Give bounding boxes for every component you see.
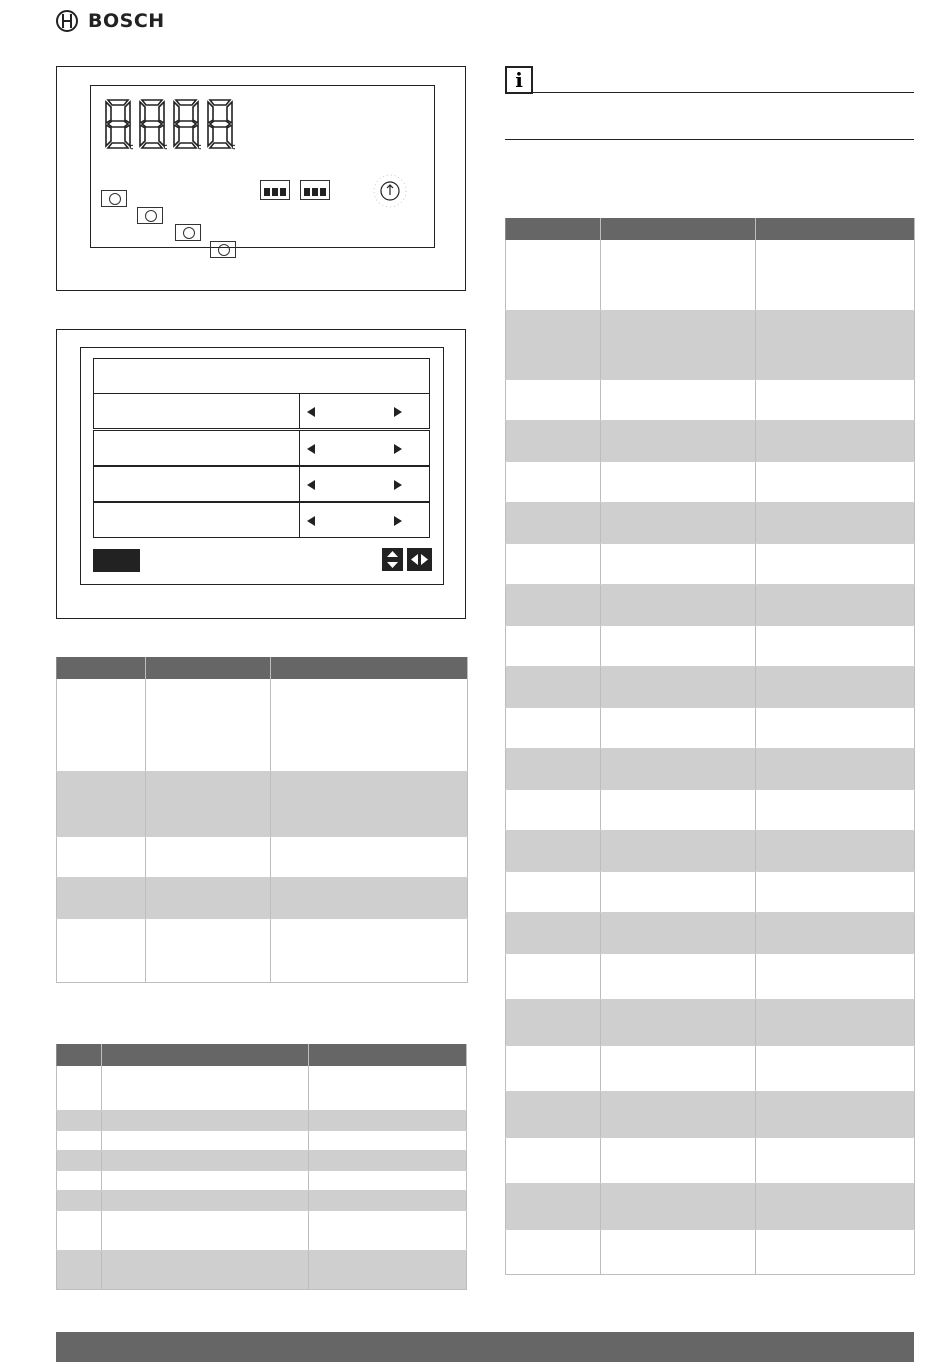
bosch-armature-icon (56, 10, 78, 32)
menu-back-button[interactable] (93, 549, 140, 572)
segment-digit (103, 98, 133, 150)
push-button-1[interactable] (101, 190, 127, 207)
table-2 (56, 1044, 467, 1290)
display-figure (56, 66, 466, 291)
dip-switch-2[interactable] (300, 180, 330, 200)
table-3 (505, 218, 915, 1275)
segment-digit (137, 98, 167, 150)
push-button-2[interactable] (137, 207, 163, 224)
menu-title-row (93, 358, 430, 394)
table-1 (56, 657, 468, 983)
brand-name: BOSCH (88, 10, 165, 32)
push-button-4[interactable] (210, 241, 236, 258)
push-button-3[interactable] (175, 224, 201, 241)
dip-switch-1[interactable] (260, 180, 290, 200)
bosch-logo (56, 8, 165, 34)
menu-row-2[interactable] (93, 430, 430, 466)
rotary-switch[interactable] (371, 172, 409, 210)
menu-row-1[interactable] (93, 393, 430, 429)
footer-bar (56, 1332, 914, 1362)
segment-digit (205, 98, 235, 150)
info-icon: i (505, 66, 533, 94)
left-right-icon[interactable] (407, 548, 432, 571)
segment-digit (171, 98, 201, 150)
seven-segment-display (103, 98, 235, 150)
display-module (90, 85, 435, 248)
note-top-rule (533, 92, 914, 93)
menu-row-4[interactable] (93, 502, 430, 538)
note-bottom-rule (505, 139, 914, 140)
up-down-icon[interactable] (382, 548, 403, 571)
menu-row-3[interactable] (93, 466, 430, 502)
